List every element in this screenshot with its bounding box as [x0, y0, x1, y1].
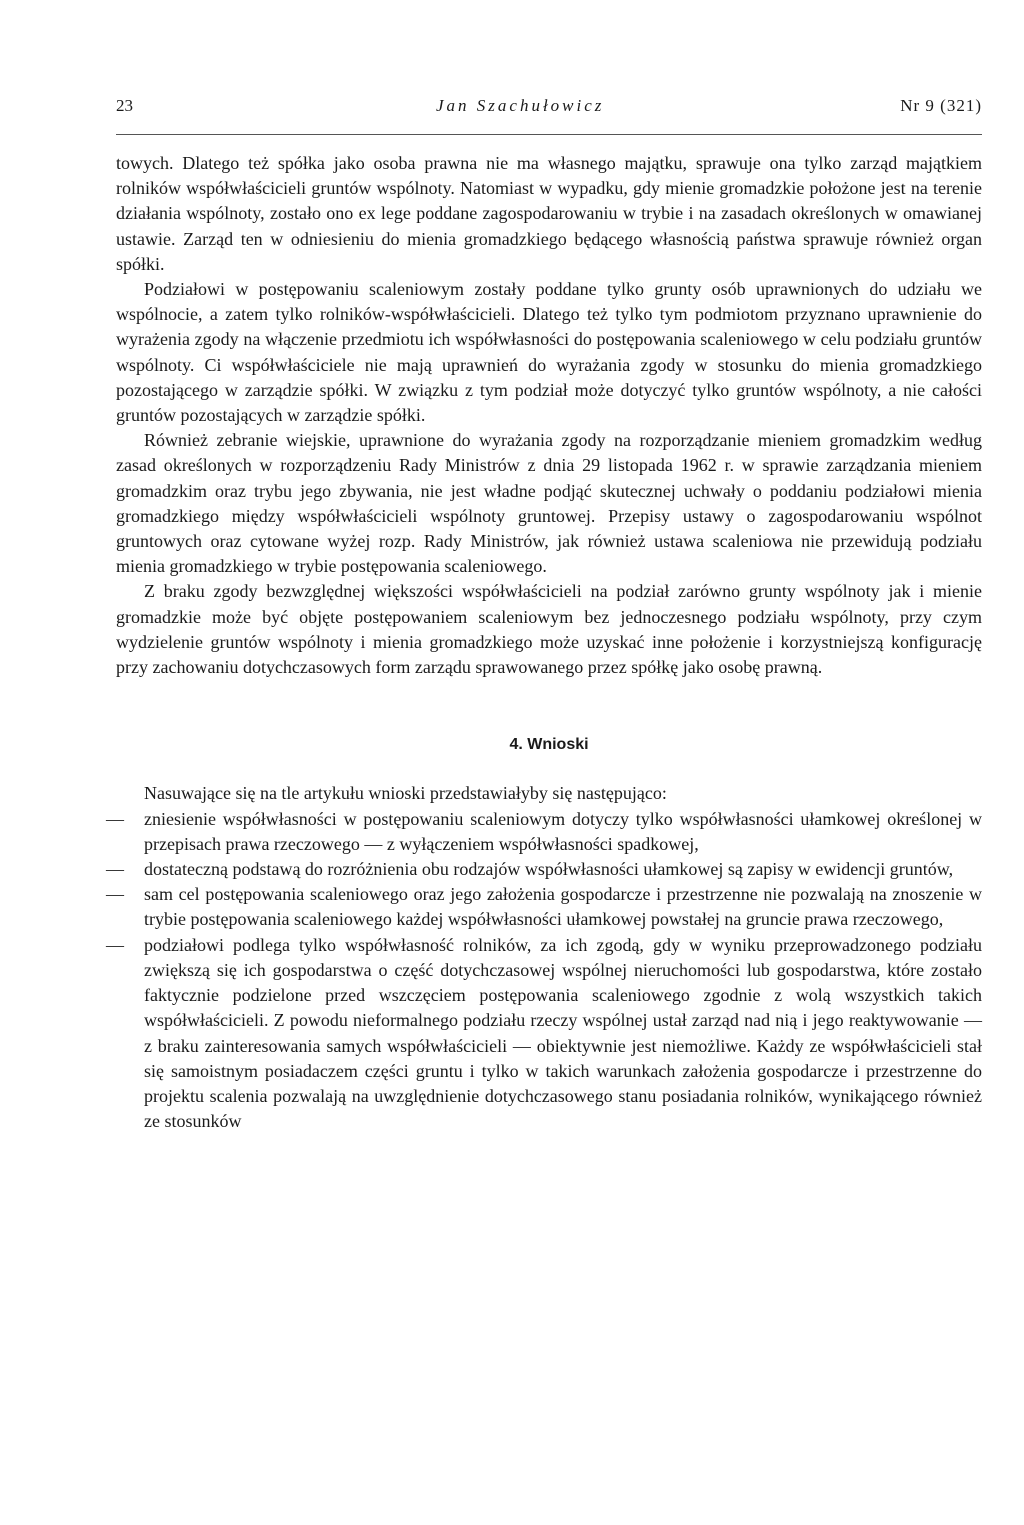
list-item [106, 807, 982, 857]
section-lead: Nasuwające się na tle artykułu wnioski przedstawiałyby się następująco: [144, 783, 667, 804]
body-text [106, 151, 982, 1134]
paragraph: Z braku zgody bezwzględnej większości współwłaścicieli na podział zarówno grunty wspólnoty jak i mienie gromadzkie może być objęte postępowaniem scaleniowym bez jednoczesnego podziału wspólnoty, przy czym wydzielenie gruntów wspólnoty i mienia gromadzkiego może uzyskać inne położenie i korzystniejszą konfigurację przy zachowaniu dotychczasowych form zarządu sprawowanego przez spółkę jako osobę prawną. [116, 581, 982, 678]
issue-number: Nr 9 (321) [900, 96, 982, 115]
section-heading: 4. Wnioski [509, 736, 589, 754]
running-author: Jan Szachułowicz [436, 96, 605, 115]
list-dash: — [106, 808, 124, 829]
paragraph: towych. Dlatego też spółka jako osoba prawna nie ma własnego majątku, sprawuje ona tylko zarząd majątkiem rolników współwłaścicieli gruntów wspólnoty. Natomiast w wypadku, gdy mienie gromadzkie położone jest na terenie działania wspólnoty, zostało ono ex lege poddane zagospodarowaniu w trybie i na zasadach określonych w omawianej ustawie. Zarząd ten w odniesieniu do mienia gromadzkiego będącego własnością państwa sprawuje również organ spółki. [116, 153, 982, 274]
list-dash: — [106, 884, 124, 905]
paragraph: Również zebranie wiejskie, uprawnione do wyrażania zgody na rozporządzanie mieniem gromadzkim według zasad określonych w rozporządzeniu Rady Ministrów z dnia 29 listopada 1962 r. w sprawie zarządzania mieniem gromadzkim oraz trybu jego zbywania, nie jest władne podjąć skutecznej uchwały o poddaniu podziałowi mienia gromadzkiego między współwłaścicieli wspólnoty gruntowej. Przepisy ustawy o zagospodarowaniu wspólnot gruntowych oraz cytowane wyżej rozp. Rady Ministrów, jak również ustawa scaleniowa nie przewidują podziału mienia gromadzkiego w trybie postępowania scaleniowego. [116, 430, 982, 577]
list-item [106, 882, 982, 932]
list-item-text: dostateczną podstawą do rozróżnienia obu rodzajów współwłasności ułamkowej są zapisy w ewidencji gruntów, [144, 859, 954, 880]
list-item-text: sam cel postępowania scaleniowego oraz jego założenia gospodarcze i przestrzenne nie pozwalają na znoszenie w trybie postępowania scaleniowego każdej współwłasności ułamkowej powstałej na gruncie prawa rzeczowego, [144, 884, 982, 930]
page-number: 23 [116, 96, 133, 115]
document-page [106, 92, 982, 1132]
list-item [106, 933, 982, 1135]
list-item [106, 857, 982, 882]
list-item-text: podziałowi podlega tylko współwłasność rolników, za ich zgodą, gdy w wyniku przeprowadzonego podziału zwiększą się ich gospodarstwa o część dotychczasowej wspólnej nieruchomości lub gospodarstwa, które zostało faktycznie podzielone przed wszczęciem postępowania scaleniowego zgodnie z wolą wszystkich takich współwłaścicieli. Z powodu nieformalnego podziału rzeczy wspólnej ustał zarząd nad nią i jego reaktywowanie — z braku zainteresowania samych współwłaścicieli — obiektywnie jest niemożliwe. Każdy ze współwłaścicieli stał się samoistnym posiadaczem części gruntu i tylko w takich warunkach założenia gospodarcze i przestrzenne do projektu scalenia pozwalają na uwzględnienie dotychczasowego stanu posiadania rolników, wynikającego również ze stosunków [144, 934, 982, 1132]
running-header [116, 92, 982, 122]
conclusions-list [106, 807, 982, 1135]
list-dash: — [106, 934, 124, 955]
list-item-text: zniesienie współwłasności w postępowaniu scaleniowym dotyczy tylko współwłasności ułamkowej określonej w przepisach prawa rzeczowego — z wyłączeniem współwłasności spadkowej, [144, 808, 982, 854]
paragraph: Podziałowi w postępowaniu scaleniowym zostały poddane tylko grunty osób uprawnionych do udziału we wspólnocie, a zatem tylko rolników-współwłaścicieli. Dlatego też tylko tym podmiotom przyznano uprawnienie do wyrażenia zgody na włączenie przedmiotu ich współwłasności do postępowania scaleniowego w celu podziału gruntów wspólnoty. Ci współwłaściciele nie mają uprawnień do wyrażania zgody w stosunku do mienia gromadzkiego pozostającego w zarządzie spółki. W związku z tym podział może dotyczyć tylko gruntów wspólnoty, a nie całości gruntów pozostających w zarządzie spółki. [116, 279, 982, 426]
header-rule [116, 134, 982, 135]
list-dash: — [106, 859, 124, 880]
